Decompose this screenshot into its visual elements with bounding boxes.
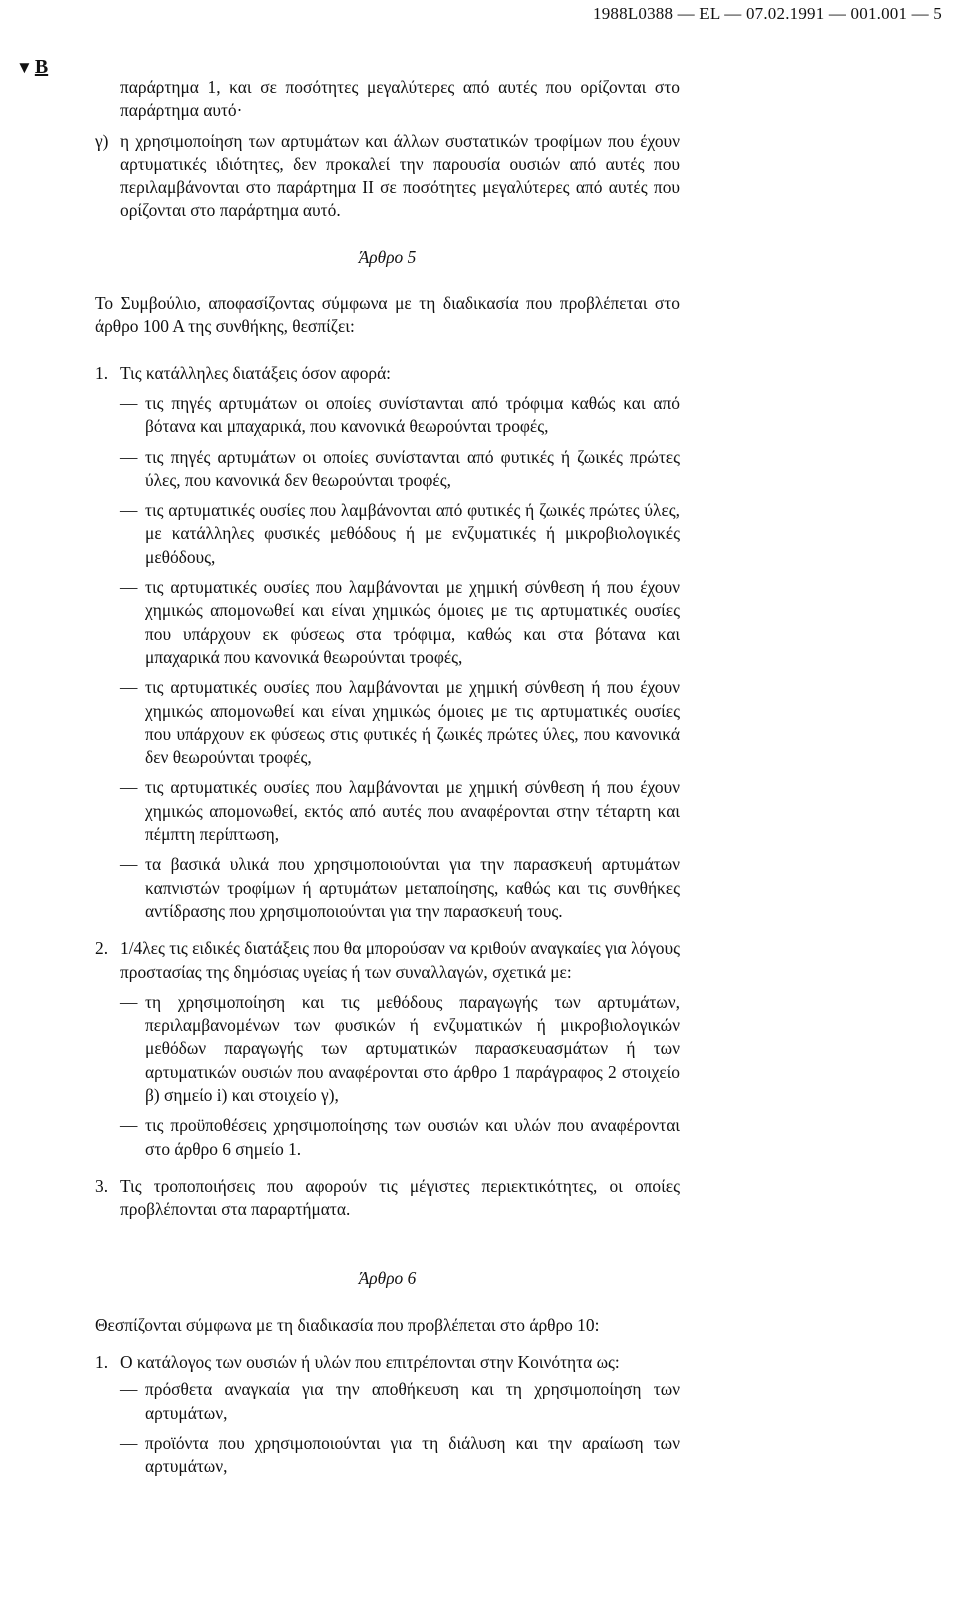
article-6-paragraph-1 [95,1351,680,1374]
dash-marker: — [120,854,138,875]
list-item-text: τις πηγές αρτυμάτων οι οποίες συνίστανται από φυτικές ή ζωικές πρώτες ύλες, που κανονικά δεν θεωρούνται τροφές, [145,446,680,490]
intro-continuation: παράρτημα 1, και σε ποσότητες μεγαλύτερες από αυτές που ορίζονται στο παράρτημα αυτό· [120,77,680,121]
article-6-paragraph-1-list [95,1378,680,1478]
article-5-title: Άρθρο 5 [358,246,417,267]
list-item [95,776,680,846]
list-item-text: τα βασικά υλικά που χρησιμοποιούνται για την παρασκευή αρτυμάτων καπνιστών τροφίμων ή αρτυμάτων μεταποίησης, καθώς και τις συνθήκες αντίδρασης που χρησιμοποιούνται για την παρασκευή τους. [145,854,680,921]
article-5-paragraph-1-list [95,392,680,923]
list-item [95,1432,680,1479]
amendment-marker-letter: B [34,56,49,78]
list-item-text: τις αρτυματικές ουσίες που λαμβάνονται με χημική σύνθεση ή που έχουν χημικώς απομονωθεί, εκτός από αυτές που αναφέρονται στην τέταρτη και πέμπτη περίπτωση, [145,777,680,845]
paragraph-text: 1/4λες τις ειδικές διατάξεις που θα μπορούσαν να κριθούν αναγκαίες για λόγους προστασίας της δημόσιας υγείας ή των συναλλαγών, σχετικά με: [120,938,680,982]
list-item [95,853,680,923]
dash-marker: — [120,677,138,698]
amendment-marker [16,56,48,79]
triangle-down-icon: ▼ [16,58,33,77]
list-item-text: τις πηγές αρτυμάτων οι οποίες συνίστανται από τρόφιμα καθώς και από βότανα και μπαχαρικά, που κανονικά θεωρούνται τροφές, [145,392,680,437]
list-item-text: πρόσθετα αναγκαία για την αποθήκευση και τη χρησιμοποίηση των αρτυμάτων, [145,1379,680,1423]
paragraph-number: 3. [95,1175,109,1196]
list-item-text: τη χρησιμοποίηση και τις μεθόδους παραγωγής των αρτυμάτων, περιλαμβανομένων των φυσικών ή ενζυματικών ή μικροβιολογικών μεθόδων παραγωγής των αρτυματικών παρασκευασμάτων ή των αρτυματικών ουσιών που αναφέρονται στο άρθρο 1 παράγραφος 2 στοιχείο β) σημείο i) και στοιχείο γ), [145,991,680,1105]
list-item [95,991,680,1107]
list-item [95,1378,680,1425]
article-5-paragraph-2 [95,937,680,984]
dash-marker: — [120,446,138,467]
article-6-intro: Θεσπίζονται σύμφωνα με τη διαδικασία που προβλέπεται στο άρθρο 10: [95,1314,600,1335]
dash-marker: — [120,1432,138,1453]
dash-marker: — [120,991,138,1012]
paragraph-text: Τις τροποποιήσεις που αφορούν τις μέγιστες περιεκτικότητες, οι οποίες προβλέπονται στα παραρτήματα. [120,1175,680,1220]
dash-marker: — [120,1379,138,1400]
list-item [95,392,680,439]
list-item [95,1114,680,1161]
article-5-paragraph-2-list [95,991,680,1161]
paragraph-number: 1. [95,362,109,383]
list-item [95,446,680,493]
document-header: 1988L0388 — EL — 07.02.1991 — 001.001 — 5 [593,4,942,23]
article-5-intro: Το Συμβούλιο, αποφασίζοντας σύμφωνα με τη διαδικασία που προβλέπεται στο άρθρο 100 Α της συνθήκης, θεσπίζει: [95,293,680,337]
paragraph-text: Τις κατάλληλες διατάξεις όσον αφορά: [120,362,392,383]
dash-marker: — [120,1115,138,1136]
item-g [95,130,680,223]
paragraph-text: Ο κατάλογος των ουσιών ή υλών που επιτρέπονται στην Κοινότητα ως: [120,1352,620,1373]
dash-marker: — [120,777,138,798]
list-item-text: τις αρτυματικές ουσίες που λαμβάνονται με χημική σύνθεση ή που έχουν χημικώς απομονωθεί και είναι χημικώς όμοιες με τις αρτυματικές ουσίες που υπάρχουν εκ φύσεως στα τρόφιμα, καθώς και στα βότανα και μπαχαρικά που κανονικά θεωρούνται τροφές, [145,577,680,667]
dash-marker: — [120,577,138,598]
dash-marker: — [120,500,138,521]
article-6-title: Άρθρο 6 [358,1268,417,1289]
document-body [95,76,680,1486]
article-5-paragraph-3 [95,1175,680,1222]
item-g-text: η χρησιμοποίηση των αρτυμάτων και άλλων συστατικών τροφίμων που έχουν αρτυματικές ιδιότητες, δεν προκαλεί την παρουσία ουσιών από αυτές που περιλαμβάνονται στο παράρτημα II σε ποσότητες μεγαλύτερες από αυτές που ορίζονται στο παράρτημα αυτό. [120,130,680,221]
paragraph-number: 2. [95,938,109,959]
list-item [95,676,680,769]
list-item [95,499,680,569]
dash-marker: — [120,392,138,413]
list-item-text: τις αρτυματικές ουσίες που λαμβάνονται από φυτικές ή ζωικές πρώτες ύλες, με κατάλληλες φυσικές μεθόδους ή με ενζυματικές ή μικροβιολογικές μεθόδους, [145,500,680,567]
list-item [95,576,680,669]
paragraph-number: 1. [95,1352,109,1373]
item-g-label: γ) [95,130,109,151]
list-item-text: τις προϋποθέσεις χρησιμοποίησης των ουσιών και υλών που αναφέρονται στο άρθρο 6 σημείο 1. [145,1115,680,1159]
article-5-paragraph-1 [95,362,680,385]
list-item-text: τις αρτυματικές ουσίες που λαμβάνονται με χημική σύνθεση ή που έχουν χημικώς απομονωθεί και είναι χημικώς όμοιες με τις αρτυματικές ουσίες που υπάρχουν εκ φύσεως στις φυτικές ή ζωικές πρώτες ύλες, που κανονικά δεν θεωρούνται τροφές, [145,677,680,768]
list-item-text: προϊόντα που χρησιμοποιούνται για τη διάλυση και την αραίωση των αρτυμάτων, [145,1432,680,1477]
